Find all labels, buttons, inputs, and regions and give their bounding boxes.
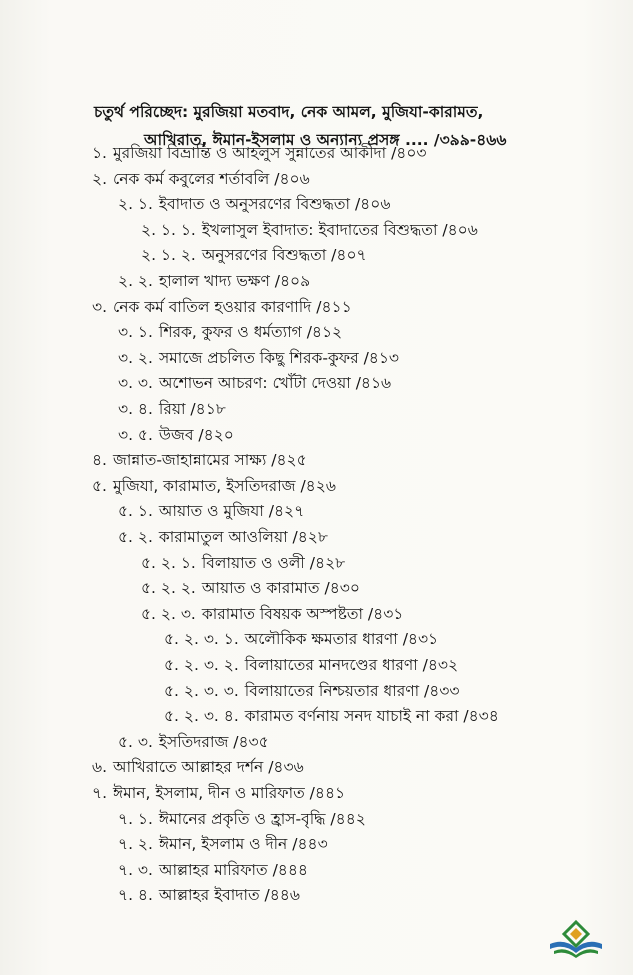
toc-entry (164, 703, 499, 729)
toc-entry-title: বিলায়াতের নিশ্চয়তার ধারণা /৪৩৩ (244, 681, 460, 700)
toc-entry-number: ৭. ৩. (118, 860, 153, 879)
toc-entry-number: ৫. ১. (118, 502, 153, 521)
toc-entry (118, 345, 399, 371)
toc-entry-number: ৭. ৪. (118, 886, 153, 905)
toc-entry-title: উজব /৪২০ (158, 425, 234, 444)
toc-entry (118, 806, 366, 832)
toc-entry (118, 370, 391, 396)
toc-entry-title: অলৌকিক ক্ষমতার ধারণা /৪৩১ (244, 630, 439, 649)
toc-entry (92, 473, 336, 499)
toc-entry (164, 626, 438, 652)
toc-entry-number: ৭. ১. (118, 809, 153, 828)
toc-entry (141, 601, 403, 627)
toc-entry-title: আয়াত ও মুজিযা /৪২৭ (158, 502, 305, 521)
toc-entry-number: ৭. (92, 784, 108, 802)
toc-entry-number: ৫. ২. ৩. (141, 604, 196, 623)
toc-entry-number: ৩. ৪. (118, 400, 153, 418)
toc-entry (118, 831, 328, 857)
toc-entry-number: ৩. ২. (118, 348, 153, 367)
toc-entry-number: ৩. ৩. (118, 374, 153, 393)
toc-entry (92, 166, 310, 192)
toc-entry (118, 857, 308, 883)
logo-center (570, 928, 582, 940)
toc-entry-number: ৪. (92, 451, 107, 470)
toc-entry-number: ৫. ৩. (118, 732, 153, 751)
toc-entry-number: ২. ১. ২. (141, 246, 196, 265)
toc-entry (141, 575, 360, 601)
toc-entry-title: কারামাতুল আওলিয়া /৪২৮ (158, 528, 328, 546)
toc-entry-number: ৫. ২. ৩. ৩. (164, 681, 239, 700)
toc-entry-title: হালাল খাদ্য ভক্ষণ /৪০৯ (158, 272, 311, 290)
toc-entry-number: ৫. ২. ৩. ২. (164, 656, 239, 674)
toc-entry-title: অশোভন আচরণ: খোঁটা দেওয়া /৪১৬ (158, 374, 392, 393)
toc-entry-number: ২. ১. ১. (141, 220, 196, 239)
toc-entry-number: ৩. (92, 297, 108, 316)
toc-entry-number: ১. (92, 144, 107, 162)
toc-entry-title: আল্লাহর ইবাদাত /৪৪৬ (158, 886, 300, 905)
toc-entry (141, 242, 367, 268)
toc-entry-number: ২. ২. (118, 272, 153, 290)
toc-entry-title: আল্লাহর মারিফাত /৪৪৪ (158, 860, 308, 879)
toc-entry-number: ৫. ২. ৩. ৪. (164, 707, 239, 726)
toc-entry-number: ৩. ৫. (118, 425, 153, 444)
toc-entry-title: জান্নাত-জাহান্নামের সাক্ষ্য /৪২৫ (113, 451, 307, 470)
toc-entry-title: কারামাত বিষয়ক অস্পষ্টতা /৪৩১ (201, 604, 404, 623)
toc-entry-title: শিরক, কুফর ও ধর্মত্যাগ /৪১২ (158, 323, 343, 342)
toc-entry-title: রিয়া /৪১৮ (158, 400, 226, 418)
toc-entry-title: অনুসরণের বিশুদ্ধতা /৪০৭ (201, 246, 367, 265)
toc-entry-title: বিলায়াতের মানদণ্ডের ধারণা /৪৩২ (244, 656, 459, 674)
toc-entry-title: নেক কর্ম বাতিল হওয়ার কারণাদি /৪১১ (113, 297, 352, 316)
toc-entry (118, 729, 269, 755)
toc-entry-title: ঈমান, ইসলাম, দীন ও মারিফাত /৪৪১ (113, 784, 346, 802)
toc-entry-title: ইখলাসুল ইবাদাত: ইবাদাতের বিশুদ্ধতা /৪০৬ (201, 220, 478, 239)
toc-entry-title: ঈমানের প্রকৃতি ও হ্রাস-বৃদ্ধি /৪৪২ (158, 809, 366, 828)
toc-entry (164, 678, 459, 704)
toc-entry (118, 498, 304, 524)
toc-entry-number: ৫. ২. (118, 528, 153, 546)
chapter-heading-line1: চতুর্থ পরিচ্ছেদ: মুরজিয়া মতবাদ, নেক আমল, মুজিযা-কারামত, (94, 103, 484, 121)
toc-entry (118, 524, 328, 550)
toc-entry-title: নেক কর্ম কবুলের শর্তাবলি /৪০৬ (113, 169, 310, 188)
toc-entry (164, 652, 458, 678)
toc-entry (92, 754, 304, 780)
toc-entry-title: আয়াত ও কারামাত /৪৩০ (201, 579, 360, 598)
toc-entry (141, 217, 478, 243)
toc-entry-number: ২. (92, 169, 108, 188)
toc-entry-title: আখিরাতে আল্লাহর দর্শন /৪৩৬ (113, 758, 304, 777)
toc-entry-title: মুজিযা, কারামাত, ইসতিদরাজ /৪২৬ (113, 476, 336, 495)
toc-entry-title: মুরজিয়া বিভ্রান্তি ও আহলুস সুন্নাতের আকীদা /৪০৩ (113, 144, 427, 162)
toc-entry (118, 396, 226, 422)
toc-entry (92, 447, 307, 473)
toc-entry-number: ৫. ২. ১. (141, 553, 196, 572)
toc-entry-title: সমাজে প্রচলিত কিছু শিরক-কুফর /৪১৩ (158, 348, 399, 367)
toc-entry-title: কারামত বর্ণনায় সনদ যাচাই না করা /৪৩৪ (244, 707, 499, 726)
toc-entry-number: ২. ১. (118, 195, 153, 214)
toc-entry (118, 319, 342, 345)
toc-entry (118, 882, 300, 908)
toc-entry (92, 780, 345, 806)
toc-entry (141, 550, 345, 576)
toc-entry (118, 191, 390, 217)
toc-entry-title: ইবাদাত ও অনুসরণের বিশুদ্ধতা /৪০৬ (158, 195, 391, 214)
toc-entry-title: বিলায়াত ও ওলী /৪২৮ (201, 553, 346, 572)
chapter-heading-line2: আখিরাত, ঈমান-ইসলাম ও অন্যান্য প্রসঙ্গ .... /৩৯৯-৪৬৬ (144, 131, 507, 149)
toc-entry-number: ৭. ২. (118, 835, 153, 854)
toc-entry (118, 268, 310, 294)
toc-entry-number: ৬. (92, 758, 108, 777)
toc-entry-title: ইসতিদরাজ /৪৩৫ (158, 732, 269, 751)
toc-entry (118, 422, 234, 448)
toc-entry (92, 140, 427, 166)
toc-entry (92, 294, 352, 320)
toc-entry-number: ৫. (92, 476, 107, 495)
toc-entry-title: ঈমান, ইসলাম ও দীন /৪৪৩ (158, 835, 328, 854)
book-logo-icon (546, 918, 606, 960)
toc-entry-number: ৩. ১. (118, 323, 153, 342)
toc-entry-number: ৫. ২. ২. (141, 579, 196, 598)
toc-entry-number: ৫. ২. ৩. ১. (164, 630, 239, 649)
